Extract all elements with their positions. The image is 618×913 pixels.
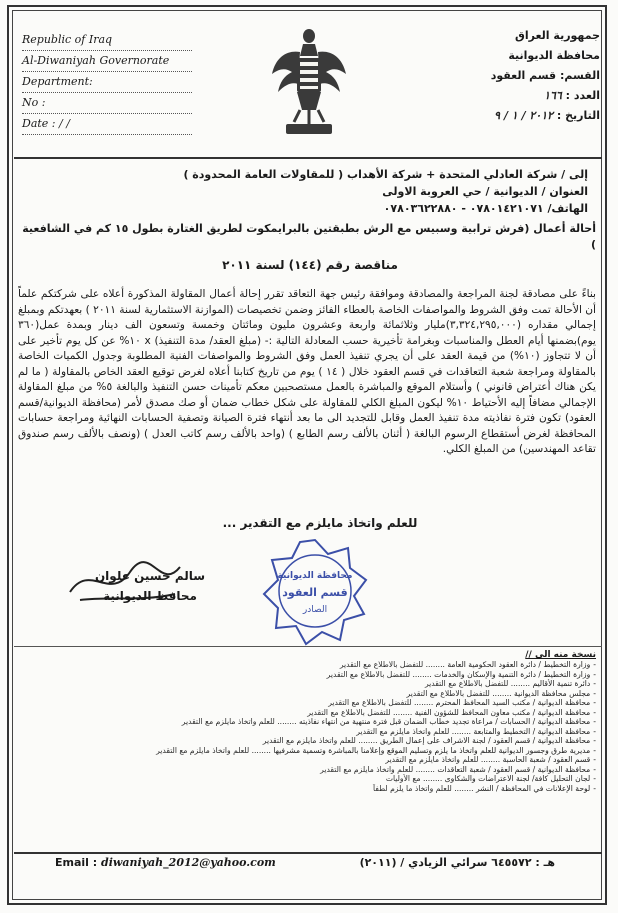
header-arabic [450, 26, 600, 126]
cc-list [36, 660, 596, 793]
subject-line: أحالة أعمال (فرش ترابية وسبيس مع الرش بطبقتين بالبرايمكوت لطريق الغتارة بطول ١٥ كم في الشافعية ) [22, 222, 596, 251]
body-text [18, 287, 596, 458]
cc-item: -محافظة الديوانية / مكتب معاون المحافظ للشؤون الفنية ........ للتفضل بالاطلاع مع التقدير [307, 707, 596, 717]
header-divider [14, 157, 602, 159]
number-label: العدد : [565, 89, 600, 102]
addressee-address: العنوان / الديوانية / حي العروبة الاولى [382, 185, 588, 198]
footer-email [55, 856, 276, 869]
header-country-en: Republic of Iraq [22, 30, 192, 51]
header-date-en: Date : / / [22, 114, 192, 135]
closing-line: للعلم واتخاذ مايلزم مع التقدير ... [222, 516, 418, 530]
cc-item: -محافظة الديوانية / الحسابات / مراعاة تجديد خطاب الضمان قبل فترة منتهية من انتهاء نفاذيته ........ للعلم واتخاذ مايلزم مع التقدير [181, 717, 596, 726]
signatory-name: سالم حسين علوان [94, 569, 206, 583]
header-number-en: No : [22, 93, 192, 114]
date-label: التاريخ : [556, 109, 600, 122]
header-governorate-ar: محافظة الديوانية [508, 49, 600, 62]
tender-number: مناقصة رقم (١٤٤) لسنة ٢٠١١ [222, 258, 398, 272]
official-stamp-icon [260, 536, 370, 646]
cc-item: -محافظة الديوانية / التخطيط والمتابعة ........ للعلم واتخاذ مايلزم مع التقدير [356, 726, 596, 736]
header-department-ar: القسم: قسم العقود [490, 69, 600, 82]
cc-item: -مجلس محافظة الديوانية ........ للتفضل بالاطلاع مع التقدير [406, 688, 596, 698]
header-number-ar [450, 86, 600, 106]
body-paragraph: بناءً على مصادقة لجنة المراجعة والمصادقة وموافقة رئيس جهة التعاقد تقرر إحالة أعمال المقاولة المذكورة أعلاه على شركتكم علماً أن الأحالة تمت وفق الشروط والمواصفات الخاصة بالعطاء الفائز وضمن تخصيصات (الموازنة الاستثمارية لسنة ٢٠١١ ) بعهدتكم وبمبلغ إجمالي مقداره (٣,٣٢٤,٢٩٥,٠٠٠)مليار وثلاثمائة واربعة وعشرون مليون ومائتان وخمسة وتسعون الف دينار وبمدة عمل(٣٦٠ يوم)بضمنها أيام العطل والمناسبات وبغرامة تأخيرية حسب المعادلة التالية :- (مبلغ العقد/ مدة التنفيذ) x ١٠% عن كل يوم تأخير على أن لا تتجاوز (١٠%) من قيمة العقد على أن يجري تنفيذ العمل وفق الشروط والمواصفات الفنية المطلوبة وجدول الكميات الخاصة بالمقاولة ومراجعة شعبة التعاقدات في قسم العقود خلال ( ١٤ ) يوم من تاريخ كتابنا أعلاه لغرض توقيع العقد الخاص بالمقاولة ( ما لم يكن هناك أعتراض قانوني ) وأستلام الموقع والمباشرة بالعمل مستصحبين معكم تأمينات حسن التنفيذ والبالغة ٥% من مبلغ المقاولة الإجمالي مضافاً إليه الأحتياط ١٠% ليكون المبلغ الكلي للمقاولة على شكل خطاب ضمان أو صك مصدق لأمر (محافظة الديوانية/قسم العقود) تكون فترة نفاذيته مدة تنفيذ العمل وقابل للتجديد الى ما بعد أنتهاء فترة الصيانة وتصفية الحسابات النهائية ومراجعة حسابات المحافظة لغرض أستقطاع الرسوم البالغة ( أثنان بالألف رسم الطابع ) (واحد بالألف رسم كاتب العدل ) (ونصف بالألف رسم صندوق تقاعد المهندسين) من المبلغ الكلي. [18, 288, 597, 455]
stamp-middle-text: قسم العقود [282, 586, 348, 599]
stamp-bottom-text: الصادر [302, 605, 328, 615]
cc-item: -مديرية طرق وجسور الديوانية للعلم واتخاذ ما يلزم وتسليم الموقع وإعلامنا بالمباشرة وتسمية مشرفيها ........ للعلم واتخاذ مايلزم مع التقدير [156, 745, 596, 755]
date-value: ٢٠١٢ / ١ / ٩ [494, 109, 554, 122]
footer-fax: هـ : ٦٤٥٥٧٢ سرائي الزيادي / (٢٠١١) [359, 856, 555, 869]
cc-item: -محافظة الديوانية / قسم العقود / لجنة الاشراف على إعمال الطريق ........ للعلم واتخاذ مايلزم مع التقدير [262, 736, 596, 745]
cc-item: -محافظة الديوانية / قسم العقود / شعبة التعاقدات ........ للعلم واتخاذ مايلزم مع التقدير [320, 764, 596, 774]
cc-item: -لوحة الإعلانات في المحافظة / النشر ........ للعلم واتخاذ ما يلزم لطفاً [372, 783, 596, 793]
cc-item: -محافظة الديوانية / مكتب السيد المحافظ المحترم ........ للتفضل بالاطلاع مع التقدير [328, 698, 596, 707]
header-department-en: Department: [22, 72, 192, 93]
addressee-to: إلى / شركة العادلي المتحدة + شركة الأهداب ( للمقاولات العامة المحدودة ) [183, 168, 588, 181]
number-value: ١٦٦ [544, 89, 562, 102]
addressee-block [28, 166, 588, 217]
cc-item: -وزارة التخطيط / دائرة التنمية والإسكان والخدمات ........ للتفضل بالاطلاع مع التقدير [326, 669, 596, 679]
header-date-ar [450, 106, 600, 126]
signatory-title: محافظ الديوانية [103, 589, 197, 603]
cc-divider [14, 646, 602, 647]
signature-block [60, 566, 240, 606]
stamp-top-text: محافظة الديوانية [277, 571, 353, 581]
cc-title: نسخة منه الى // [525, 650, 596, 660]
cc-item: -لجان التحليل كافة/ لجنة الاعتراضات والشكاوى ........ مع الأوليات [385, 774, 596, 783]
cc-item: -قسم العقود / شعبة الحاسبة ........ للعلم واتخاذ مايلزم مع التقدير [385, 755, 596, 764]
header-governorate-en: Al-Diwaniyah Governorate [22, 51, 192, 72]
header-country-ar: جمهورية العراق [515, 29, 600, 42]
cc-item: -دائرة تنمية الأقاليم ........ للتفضل بالاطلاع مع التقدير [424, 679, 596, 688]
email-label: Email : [55, 856, 98, 869]
footer [55, 856, 555, 869]
cc-item: -وزارة التخطيط / دائرة العقود الحكومية العامة ........ للتفضل بالاطلاع مع التقدير [339, 660, 596, 669]
header-english [22, 30, 192, 135]
eagle-emblem-icon [270, 22, 348, 142]
email-address: diwaniyah_2012@yahoo.com [101, 856, 276, 869]
addressee-phone: الهاتف/ ٠٧٨٠١٤٢١٠٧١ - ٠٧٨٠٣٦٢٢٨٨٠ [383, 202, 588, 215]
footer-divider [14, 852, 602, 854]
